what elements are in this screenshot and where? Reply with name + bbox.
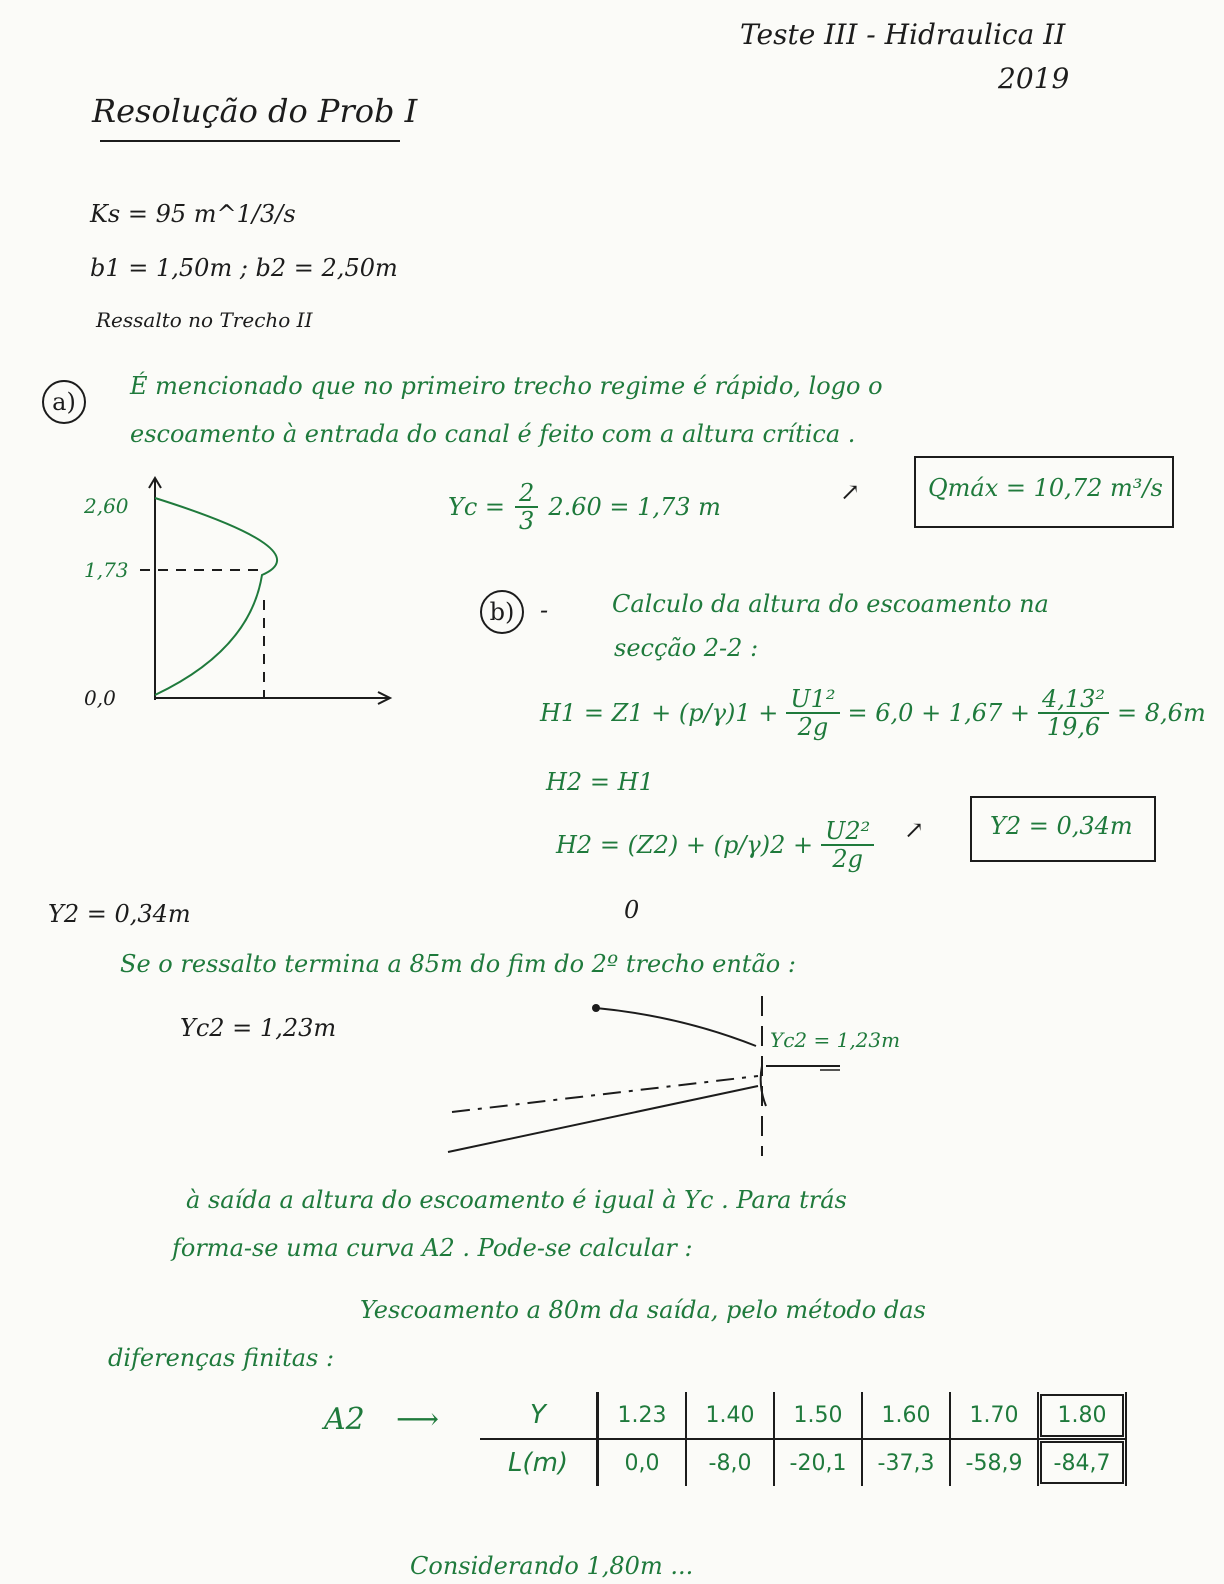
yc-fraction: $\frac{2}{3}$ — [515, 480, 538, 535]
part-a-marker: a) — [42, 380, 86, 424]
z2-zero-note: 0 — [624, 896, 640, 924]
jump-sketch — [440, 996, 880, 1166]
y-cell: 1.60 — [862, 1392, 950, 1439]
yc-equation — [448, 480, 721, 535]
part-a-line2: escoamento à entrada do canal é feito com a altura crítica . — [130, 420, 856, 448]
y-cell: 1.23 — [598, 1392, 687, 1439]
given-widths: b1 = 1,50m ; b2 = 2,50m — [90, 254, 398, 282]
energy-equation-1 — [540, 686, 1206, 741]
table-arrow-icon: ⟶ — [396, 1402, 440, 1437]
energy-curve — [155, 498, 277, 695]
part-b-line2: secção 2-2 : — [614, 634, 759, 662]
channel-bed-line — [448, 1086, 758, 1152]
part-b-marker: b) — [480, 590, 524, 634]
outlet-line1: à saída a altura do escoamento é igual à Yc . Para trás — [186, 1186, 847, 1214]
yc2-left: Yc2 = 1,23m — [180, 1014, 337, 1042]
yc2-diagram-label: Yc2 = 1,23m — [770, 1028, 901, 1052]
l-cell: -37,3 — [862, 1439, 950, 1486]
eq1-result: = 8,6m — [1117, 699, 1206, 728]
depth-distance-table — [480, 1392, 1127, 1486]
eq1-lhs: H1 = Z1 + (p/γ)1 + — [540, 699, 779, 728]
eq1-mid: = 6,0 + 1,67 + — [847, 699, 1030, 728]
part-a-line1: É mencionado que no primeiro trecho regime é rápido, logo o — [130, 372, 883, 400]
energy-line — [452, 1076, 758, 1112]
table-row-l — [480, 1439, 1126, 1486]
document-year: 2019 — [998, 62, 1070, 95]
eq3-velocity-term: $\frac{\text{U2²}}{2g}$ — [821, 818, 874, 873]
given-ks: Ks = 95 m^1/3/s — [90, 200, 296, 228]
y-cell: 1.70 — [950, 1392, 1038, 1439]
l-cell: 0,0 — [598, 1439, 687, 1486]
curve-label: A2 — [324, 1402, 365, 1437]
row-l-label: L(m) — [480, 1439, 598, 1486]
row-y-label: Y — [480, 1392, 598, 1439]
table-row-y — [480, 1392, 1126, 1439]
yc-arrow-icon: ↗ — [840, 478, 861, 506]
eq3-lhs: H2 = (Z2) + (p/γ)2 + — [556, 831, 814, 860]
title-underline — [100, 140, 400, 142]
energy-equation-3 — [556, 818, 874, 873]
eq1-velocity-value: $\frac{\text{4,13²}}{19,6}$ — [1038, 686, 1109, 741]
axis-label-00: 0,0 — [84, 686, 116, 710]
yc-rhs: 2.60 = 1,73 m — [548, 493, 721, 522]
qmax-result: Qmáx = 10,72 m³/s — [928, 474, 1163, 502]
part-b-line1: Calculo da altura do escoamento na — [612, 590, 1049, 618]
y-cell-highlighted: 1.80 — [1038, 1392, 1126, 1439]
l-cell-highlighted: -84,7 — [1038, 1439, 1126, 1486]
y2-arrow-icon: ↗ — [904, 816, 925, 844]
document-title: Teste III - Hidraulica II — [740, 18, 1066, 51]
y-cell: 1.50 — [774, 1392, 862, 1439]
outlet-line2: forma-se uma curva A2 . Pode-se calcular : — [172, 1234, 693, 1262]
yc-lhs: Yc = — [448, 493, 506, 522]
y2-note: Y2 = 0,34m — [48, 900, 191, 928]
method-line2: diferenças finitas : — [108, 1344, 335, 1372]
y-cell: 1.40 — [686, 1392, 774, 1439]
given-jump: Ressalto no Trecho II — [96, 308, 313, 332]
footer-partial: Considerando 1,80m ... — [410, 1552, 694, 1580]
eq1-velocity-term: $\frac{\text{U1²}}{2g}$ — [786, 686, 839, 741]
l-cell: -58,9 — [950, 1439, 1038, 1486]
section-title: Resolução do Prob I — [92, 92, 418, 130]
water-surface-line — [596, 1008, 756, 1046]
energy-equation-2: H2 = H1 — [546, 768, 654, 796]
y2-result: Y2 = 0,34m — [990, 812, 1133, 840]
jump-statement: Se o ressalto termina a 85m do fim do 2º trecho então : — [120, 950, 796, 978]
axis-label-173: 1,73 — [84, 558, 129, 582]
part-b-dash: - — [540, 596, 549, 624]
method-line1: Yescoamento a 80m da saída, pelo método das — [360, 1296, 926, 1324]
l-cell: -8,0 — [686, 1439, 774, 1486]
axis-label-260: 2,60 — [84, 494, 129, 518]
l-cell: -20,1 — [774, 1439, 862, 1486]
